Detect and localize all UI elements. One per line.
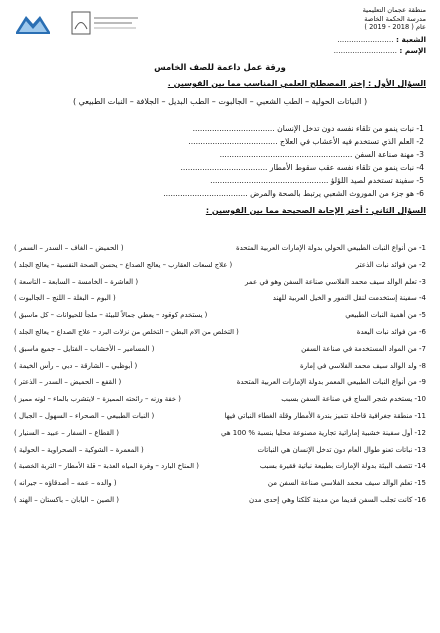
q2-options[interactable]: ( البوم – البغلة – اللنج – الجالبوت ) [14, 294, 116, 303]
q1-word-bank: ( النباتات الحولية – الطب الشعبي – الجالبوت – الطب البديل – الجلافة – النبات الطبيعي ) [72, 97, 368, 106]
q2-stem: 1- من أنواع النبات الطبيعي الحولي بدولة الإمارات العربية المتحدة [235, 244, 426, 252]
school-logo [70, 10, 140, 36]
header-line-1: منطقة عجمان التعليمية [362, 6, 426, 14]
q2-options[interactable]: ( المناخ البارد – وفرة المياه العذبة – قلة الأمطار – التربة الخصبة ) [14, 462, 199, 471]
q2-item [14, 290, 426, 307]
q2-item [14, 324, 426, 341]
q2-item [14, 274, 426, 291]
q2-heading: السؤال الثاني : أختر الإجابة الصحيحة مما بين القوسين : [205, 206, 426, 215]
q2-stem: 13- نباتات تعنو طوال العام دون تدخل الإنسان هي النباتات [257, 445, 426, 454]
q2-item [14, 425, 426, 442]
q2-stem: 15- تعلم الوالد سيف محمد الفلاسي صناعة السفن من [267, 479, 426, 488]
student-info [50, 34, 426, 56]
q2-item [14, 492, 426, 509]
q2-stem: 5- من أهمية النبات الطبيعي [345, 311, 426, 320]
header-line-2: مدرسة الحكمة الخاصة [364, 14, 426, 23]
q2-options[interactable]: ( القطاع – السفار – عبيد – السنيار ) [14, 428, 119, 437]
q2-stem: 4- سفينة إستخدمت لنقل التمور و الخيل العربية للهند [272, 294, 426, 303]
q2-item [14, 442, 426, 459]
division-field[interactable]: ........................ [337, 35, 394, 44]
name-label: الإسم : [399, 46, 426, 55]
q1-list [44, 122, 424, 200]
q1-item[interactable]: 1- نبات ينمو من تلقاء نفسه دون تدخل الإنسان .................................. [192, 124, 424, 133]
q2-stem: 14- تتصف البيئة بدولة الإمارات بطبيعة نباتية فقيرة بسبب [259, 462, 426, 471]
q2-stem: 8- ولد الوالد سيف محمد الفلاسي في إمارة [300, 361, 426, 370]
q2-item [14, 458, 426, 475]
q2-stem: 10- يستخدم شجر الساج في صناعة السفن بسبب [281, 395, 426, 404]
name-field[interactable]: ........................... [333, 46, 397, 55]
q1-heading: السؤال الأول : إختر المصطلح العلمي المناسب مما بين القوسين . [167, 79, 426, 88]
q1-item[interactable]: 6- هو جزء من الموروث الشعبي يرتبط بالصحة والمرض ................................... [163, 189, 424, 198]
q2-options[interactable]: ( والده – عمه – أصدقاؤه – جيرانه ) [14, 479, 117, 488]
q1-item[interactable]: 2- العلم الذي تستخدم فيه الأعشاب في العلاج ..................................... [188, 137, 424, 146]
q2-item [14, 257, 426, 274]
q2-options[interactable]: ( علاج لسعات العقارب – يعالج الصداع – يحسن الصحة النفسية – يعالج الجلد ) [14, 260, 233, 269]
q2-item [14, 240, 426, 257]
school-header [363, 6, 426, 32]
q1-item[interactable]: 5- سفينة تستخدم لصيد اللؤلؤ ................................................. [210, 176, 424, 185]
q1-item[interactable]: 4- نبات ينمو من تلقاء نفسه عقب سقوط الأمطار .................................... [180, 163, 424, 172]
q2-item [14, 408, 426, 425]
q2-stem: 16- كانت تجلب السفن قديما من مدينة كلكتا وهي إحدى مدن [249, 495, 426, 504]
q2-stem: 6- من فوائد نبات اليعدة [356, 327, 426, 336]
q2-options[interactable]: ( العاشرة – الخامسة – السابعة – التاسعة ) [14, 277, 139, 286]
header-line-3: عام ( 2018 - 2019 ) [364, 23, 426, 32]
q2-stem: 2- من فوائد نبات الذعتر [355, 260, 426, 269]
q2-options[interactable]: ( أبوظبي – الشارقة – دبي – رأس الخيمة ) [14, 361, 138, 370]
q2-stem: 7- من المواد المستخدمة في صناعة السفن [301, 344, 426, 353]
q2-item [14, 341, 426, 358]
q2-options[interactable]: ( خفة وزنه – رائحته المميزة – لايتشرب بالماء – لونه مميز ) [14, 395, 181, 404]
q2-item [14, 374, 426, 391]
page-title: ورقة عمل داعمة للصف الخامس [154, 62, 286, 72]
q2-list [14, 240, 426, 509]
q1-item[interactable]: 3- مهنة صناعة السفن ....................................................... [219, 150, 424, 159]
q2-stem: 9- من أنواع النبات الطبيعي المعمر بدولة الإمارات العربية المتحدة [236, 378, 426, 387]
q2-options[interactable]: ( القفع – الحميض – السدر – الذعتر ) [14, 378, 122, 387]
q2-item [14, 358, 426, 375]
q2-options[interactable]: ( الحميض – الغاف – السدر – السمر ) [14, 244, 124, 252]
q2-stem: 3- تعلم الوالد سيف محمد الفلاسي صناعة السفن وهو في عمر [245, 277, 426, 286]
q2-options[interactable]: ( يستخدم كوقود – يعطي جمالاً للبيئة – ملجأ للحيوانات – كل ماسبق ) [14, 311, 208, 320]
emblem-logo [14, 10, 52, 36]
q2-stem: 12- أول سفينة خشبية إماراتية تجارية مصنوعة محليا بنسبة % 100 هي [221, 428, 426, 437]
q2-options[interactable]: ( المعمرة – الشوكية – الصحراوية – الحولية ) [14, 445, 144, 454]
q2-item [14, 475, 426, 492]
q2-options[interactable]: ( المسامير – الأخشاب – الفتايل – جميع ماسبق ) [14, 344, 155, 353]
q2-options[interactable]: ( الصين – اليابان – باكستان – الهند ) [14, 495, 120, 504]
q2-stem: 11- منطقة جغرافية قاحلة تتميز بندرة الأمطار وقلة الغطاء النباتي فيها [224, 411, 426, 420]
q2-item [14, 391, 426, 408]
q2-item [14, 307, 426, 324]
division-label: الشعبة : [395, 35, 426, 44]
q2-options[interactable]: ( النبات الطبيعي – الصحراء – السهول – الجبال ) [14, 411, 155, 420]
q2-options[interactable]: ( التخلص من الام البطن – التخلص من نزلات البرد – علاج الصداع – يعالج الجلد ) [14, 327, 239, 336]
